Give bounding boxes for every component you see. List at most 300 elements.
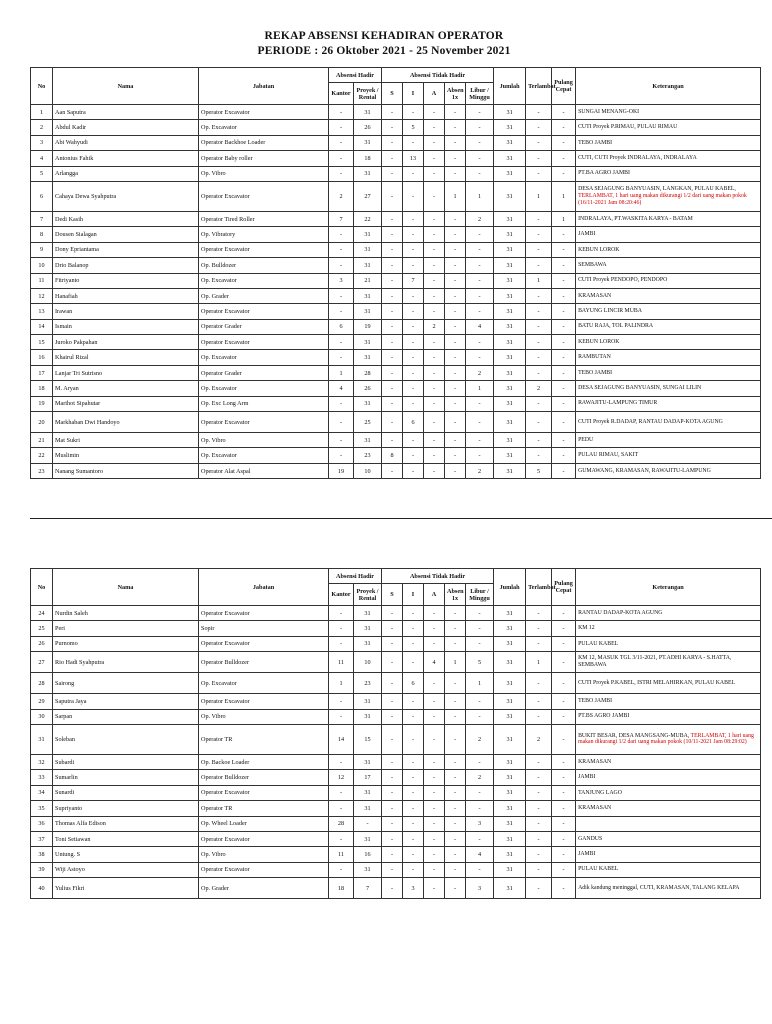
cell-jabatan: Op. Bulldozer <box>199 258 329 273</box>
cell-pulang-cepat: - <box>552 448 576 463</box>
cell-kantor: - <box>329 258 354 273</box>
cell-keterangan <box>576 433 761 448</box>
cell-terlambat: - <box>526 396 552 411</box>
cell-i: - <box>403 785 424 800</box>
cell-s: - <box>382 151 403 166</box>
cell-i: - <box>403 304 424 319</box>
table-row <box>31 135 761 150</box>
cell-jumlah: 31 <box>494 724 526 754</box>
cell-terlambat: - <box>526 365 552 380</box>
cell-s: - <box>382 350 403 365</box>
attendance-table-2 <box>30 568 761 899</box>
header-terlambat: Terlambat <box>526 68 552 105</box>
table-row <box>31 606 761 621</box>
cell-keterangan <box>576 396 761 411</box>
cell-nama: Thomas Alfa Edison <box>53 816 199 831</box>
cell-s: - <box>382 242 403 257</box>
cell-terlambat: 2 <box>526 724 552 754</box>
cell-kantor: - <box>329 166 354 181</box>
cell-kantor: - <box>329 636 354 651</box>
keterangan-text: TEBO JAMBI <box>578 139 613 146</box>
table-row <box>31 801 761 816</box>
cell-kantor: 11 <box>329 847 354 862</box>
cell-s: - <box>382 412 403 433</box>
cell-pulang-cepat: - <box>552 242 576 257</box>
cell-absen-1x: - <box>445 801 466 816</box>
cell-no: 22 <box>31 448 53 463</box>
cell-kantor: 19 <box>329 463 354 478</box>
cell-a: - <box>424 211 445 226</box>
cell-s: - <box>382 433 403 448</box>
cell-i: 5 <box>403 120 424 135</box>
cell-i: - <box>403 621 424 636</box>
cell-s: - <box>382 105 403 120</box>
cell-i: - <box>403 709 424 724</box>
cell-jabatan: Operator Excavator <box>199 304 329 319</box>
cell-absen-1x: - <box>445 412 466 433</box>
header-i: I <box>403 83 424 105</box>
cell-libur-minggu: - <box>466 135 494 150</box>
cell-keterangan <box>576 319 761 334</box>
cell-keterangan <box>576 412 761 433</box>
cell-a: - <box>424 120 445 135</box>
cell-nama: Khairul Rizal <box>53 350 199 365</box>
cell-i: - <box>403 396 424 411</box>
table-row <box>31 433 761 448</box>
cell-jabatan: Op. Excavator <box>199 448 329 463</box>
cell-i: 3 <box>403 878 424 899</box>
header-absensi-tidak-hadir: Absensi Tidak Hadir <box>382 68 494 83</box>
cell-nama: Sairong <box>53 673 199 694</box>
cell-nama: Abdul Kadir <box>53 120 199 135</box>
cell-i: - <box>403 242 424 257</box>
cell-proyek-rental: 22 <box>354 211 382 226</box>
cell-proyek-rental: 31 <box>354 754 382 769</box>
cell-absen-1x: - <box>445 211 466 226</box>
cell-jabatan: Op. Excavator <box>199 273 329 288</box>
cell-nama: Nanang Sumantoro <box>53 463 199 478</box>
cell-libur-minggu: - <box>466 831 494 846</box>
cell-nama: Soleban <box>53 724 199 754</box>
cell-kantor: 4 <box>329 381 354 396</box>
cell-jumlah: 31 <box>494 242 526 257</box>
cell-keterangan <box>576 211 761 226</box>
cell-a: - <box>424 709 445 724</box>
cell-jabatan: Operator Tired Roller <box>199 211 329 226</box>
cell-kantor: 6 <box>329 319 354 334</box>
cell-jabatan: Operator Excavator <box>199 335 329 350</box>
table-row <box>31 463 761 478</box>
cell-i: - <box>403 135 424 150</box>
cell-no: 16 <box>31 350 53 365</box>
cell-pulang-cepat: - <box>552 135 576 150</box>
cell-i: - <box>403 181 424 211</box>
cell-no: 19 <box>31 396 53 411</box>
header-keterangan: Keterangan <box>576 569 761 606</box>
cell-a: - <box>424 433 445 448</box>
cell-no: 3 <box>31 135 53 150</box>
cell-jabatan: Op. Vibro <box>199 433 329 448</box>
cell-a: - <box>424 448 445 463</box>
keterangan-text: KEBUN LOROK <box>578 338 620 345</box>
cell-keterangan <box>576 878 761 899</box>
cell-jumlah: 31 <box>494 770 526 785</box>
header-s: S <box>382 83 403 105</box>
cell-absen-1x: - <box>445 135 466 150</box>
cell-pulang-cepat: - <box>552 724 576 754</box>
cell-jumlah: 31 <box>494 365 526 380</box>
table-row <box>31 105 761 120</box>
keterangan-late-note: TERLAMBAT, 1 hari uang makan dikurangi 1/2 dari uang makan pokok (10/11-2021 Jam 08:29:02) <box>578 732 754 746</box>
keterangan-text: BAYUNG LINCIR MUBA <box>578 308 642 315</box>
cell-proyek-rental: 31 <box>354 709 382 724</box>
cell-nama: Mat Sukri <box>53 433 199 448</box>
cell-absen-1x: - <box>445 694 466 709</box>
cell-kantor: - <box>329 288 354 303</box>
cell-no: 23 <box>31 463 53 478</box>
cell-nama: Dony Epriantama <box>53 242 199 257</box>
cell-a: - <box>424 258 445 273</box>
cell-jumlah: 31 <box>494 211 526 226</box>
cell-jabatan: Operator Backhoe Loader <box>199 135 329 150</box>
cell-terlambat: 1 <box>526 273 552 288</box>
cell-jabatan: Op. Vibro <box>199 166 329 181</box>
cell-proyek-rental: 31 <box>354 105 382 120</box>
report-period: PERIODE : 26 Oktober 2021 - 25 November 2021 <box>257 45 511 57</box>
cell-i: - <box>403 831 424 846</box>
table-row <box>31 785 761 800</box>
cell-terlambat: - <box>526 304 552 319</box>
cell-jumlah: 31 <box>494 120 526 135</box>
cell-i: - <box>403 381 424 396</box>
table-2-body <box>31 606 761 899</box>
cell-proyek-rental: 31 <box>354 785 382 800</box>
cell-jabatan: Operator Excavator <box>199 105 329 120</box>
cell-s: - <box>382 288 403 303</box>
cell-proyek-rental: 31 <box>354 350 382 365</box>
cell-nama: Untung. S <box>53 847 199 862</box>
keterangan-text: SEMBAWA <box>578 261 607 268</box>
keterangan-text: KM 12, MASUK TGL 3/11-2021, PT.ADHI KARYA - S.HATTA, SEMBAWA <box>578 655 732 669</box>
cell-s: - <box>382 621 403 636</box>
cell-keterangan <box>576 120 761 135</box>
cell-absen-1x: 1 <box>445 652 466 673</box>
cell-no: 6 <box>31 181 53 211</box>
table-row <box>31 709 761 724</box>
cell-s: - <box>382 365 403 380</box>
cell-nama: Saputra Jaya <box>53 694 199 709</box>
cell-jumlah: 31 <box>494 350 526 365</box>
cell-jumlah: 31 <box>494 801 526 816</box>
cell-terlambat: - <box>526 673 552 694</box>
cell-a: - <box>424 724 445 754</box>
cell-jabatan: Operator Excavator <box>199 785 329 800</box>
cell-i: - <box>403 365 424 380</box>
cell-a: - <box>424 181 445 211</box>
cell-nama: Nurdin Saleh <box>53 606 199 621</box>
cell-kantor: 12 <box>329 770 354 785</box>
cell-libur-minggu: - <box>466 709 494 724</box>
keterangan-text: RAMBUTAN <box>578 354 611 361</box>
cell-pulang-cepat: - <box>552 847 576 862</box>
cell-absen-1x: - <box>445 724 466 754</box>
keterangan-text: PULAU KABEL <box>578 640 619 647</box>
cell-jumlah: 31 <box>494 151 526 166</box>
cell-i: - <box>403 227 424 242</box>
cell-a: - <box>424 673 445 694</box>
cell-keterangan <box>576 606 761 621</box>
cell-no: 27 <box>31 652 53 673</box>
cell-libur-minggu: - <box>466 350 494 365</box>
header-libur-minggu: Libur / Minggu <box>466 584 494 606</box>
cell-kantor: - <box>329 433 354 448</box>
cell-terlambat: - <box>526 412 552 433</box>
cell-s: - <box>382 724 403 754</box>
cell-nama: M. Aryan <box>53 381 199 396</box>
cell-terlambat: - <box>526 258 552 273</box>
cell-proyek-rental: 18 <box>354 151 382 166</box>
cell-proyek-rental: 31 <box>354 258 382 273</box>
cell-nama: Drio Balanop <box>53 258 199 273</box>
cell-s: - <box>382 847 403 862</box>
header-no: No <box>31 569 53 606</box>
cell-libur-minggu: 2 <box>466 211 494 226</box>
cell-i: - <box>403 724 424 754</box>
cell-libur-minggu: - <box>466 785 494 800</box>
cell-i: - <box>403 350 424 365</box>
cell-jumlah: 31 <box>494 673 526 694</box>
cell-keterangan <box>576 181 761 211</box>
cell-proyek-rental: 31 <box>354 335 382 350</box>
cell-no: 26 <box>31 636 53 651</box>
cell-keterangan <box>576 652 761 673</box>
cell-libur-minggu: - <box>466 273 494 288</box>
cell-no: 15 <box>31 335 53 350</box>
cell-pulang-cepat: - <box>552 304 576 319</box>
cell-nama: Rio Hadi Syahputra <box>53 652 199 673</box>
cell-kantor: - <box>329 151 354 166</box>
cell-kantor: - <box>329 801 354 816</box>
cell-s: 8 <box>382 448 403 463</box>
cell-proyek-rental: 31 <box>354 396 382 411</box>
cell-no: 33 <box>31 770 53 785</box>
cell-pulang-cepat: - <box>552 606 576 621</box>
header-kantor: Kantor <box>329 83 354 105</box>
cell-kantor: - <box>329 396 354 411</box>
cell-no: 11 <box>31 273 53 288</box>
cell-a: - <box>424 304 445 319</box>
cell-s: - <box>382 862 403 877</box>
cell-proyek-rental: 28 <box>354 365 382 380</box>
cell-proyek-rental: 7 <box>354 878 382 899</box>
cell-absen-1x: - <box>445 105 466 120</box>
cell-terlambat: - <box>526 105 552 120</box>
cell-jumlah: 31 <box>494 831 526 846</box>
cell-nama: Dousen Sialagan <box>53 227 199 242</box>
cell-terlambat: - <box>526 785 552 800</box>
cell-kantor: 7 <box>329 211 354 226</box>
cell-s: - <box>382 120 403 135</box>
cell-i: - <box>403 105 424 120</box>
cell-i: - <box>403 606 424 621</box>
header-i: I <box>403 584 424 606</box>
cell-proyek-rental: 31 <box>354 166 382 181</box>
cell-jabatan: Op. Backoe Loader <box>199 754 329 769</box>
table-1-body <box>31 105 761 479</box>
header-absen-1x: Absen 1x <box>445 83 466 105</box>
cell-absen-1x: - <box>445 448 466 463</box>
table-row <box>31 151 761 166</box>
cell-nama: Dedi Kasih <box>53 211 199 226</box>
cell-no: 9 <box>31 242 53 257</box>
cell-pulang-cepat: - <box>552 816 576 831</box>
table-row <box>31 120 761 135</box>
cell-jumlah: 31 <box>494 273 526 288</box>
cell-pulang-cepat: - <box>552 365 576 380</box>
cell-pulang-cepat: - <box>552 151 576 166</box>
cell-pulang-cepat: - <box>552 831 576 846</box>
cell-libur-minggu: - <box>466 335 494 350</box>
cell-terlambat: - <box>526 801 552 816</box>
cell-nama: Sarpan <box>53 709 199 724</box>
cell-absen-1x: - <box>445 242 466 257</box>
cell-kantor: 14 <box>329 724 354 754</box>
cell-nama: Marihot Sipahutar <box>53 396 199 411</box>
cell-jabatan: Op. Excavator <box>199 673 329 694</box>
cell-terlambat: - <box>526 636 552 651</box>
cell-a: - <box>424 636 445 651</box>
cell-a: - <box>424 166 445 181</box>
cell-i: - <box>403 211 424 226</box>
cell-keterangan <box>576 258 761 273</box>
header-a: A <box>424 584 445 606</box>
cell-pulang-cepat: - <box>552 381 576 396</box>
cell-pulang-cepat: - <box>552 621 576 636</box>
cell-jumlah: 31 <box>494 381 526 396</box>
header-jumlah: Jumlah <box>494 68 526 105</box>
keterangan-text: JAMBI <box>578 231 596 238</box>
cell-s: - <box>382 831 403 846</box>
cell-libur-minggu: 5 <box>466 652 494 673</box>
cell-a: - <box>424 273 445 288</box>
cell-a: - <box>424 135 445 150</box>
cell-s: - <box>382 463 403 478</box>
cell-absen-1x: - <box>445 120 466 135</box>
table-row <box>31 754 761 769</box>
cell-i: - <box>403 288 424 303</box>
cell-proyek-rental: 21 <box>354 273 382 288</box>
cell-absen-1x: - <box>445 621 466 636</box>
cell-no: 32 <box>31 754 53 769</box>
cell-jumlah: 31 <box>494 847 526 862</box>
cell-a: - <box>424 151 445 166</box>
table-row <box>31 166 761 181</box>
cell-libur-minggu: - <box>466 105 494 120</box>
cell-no: 7 <box>31 211 53 226</box>
header-kantor: Kantor <box>329 584 354 606</box>
cell-libur-minggu: 1 <box>466 381 494 396</box>
cell-pulang-cepat: - <box>552 412 576 433</box>
cell-pulang-cepat: - <box>552 120 576 135</box>
cell-jabatan: Operator Bulldozer <box>199 652 329 673</box>
cell-proyek-rental: 31 <box>354 831 382 846</box>
cell-no: 2 <box>31 120 53 135</box>
cell-libur-minggu: - <box>466 621 494 636</box>
cell-absen-1x: - <box>445 319 466 334</box>
cell-kantor: - <box>329 120 354 135</box>
keterangan-text: KEBUN LOROK <box>578 246 620 253</box>
cell-jabatan: Sopir <box>199 621 329 636</box>
cell-terlambat: - <box>526 831 552 846</box>
cell-i: - <box>403 636 424 651</box>
cell-a: - <box>424 350 445 365</box>
cell-terlambat: - <box>526 847 552 862</box>
header-pulang-cepat: Pulang Cepat <box>552 68 576 105</box>
cell-terlambat: - <box>526 242 552 257</box>
header-libur-minggu: Libur / Minggu <box>466 83 494 105</box>
cell-i: - <box>403 448 424 463</box>
cell-proyek-rental: 26 <box>354 120 382 135</box>
cell-keterangan <box>576 227 761 242</box>
cell-no: 28 <box>31 673 53 694</box>
report-title: REKAP ABSENSI KEHADIRAN OPERATOR <box>264 30 504 42</box>
cell-proyek-rental: 31 <box>354 433 382 448</box>
cell-kantor: - <box>329 754 354 769</box>
table-row <box>31 448 761 463</box>
cell-no: 4 <box>31 151 53 166</box>
cell-jumlah: 31 <box>494 335 526 350</box>
keterangan-text: INDRALAYA, PT.WASKITA KARYA - BATAM <box>578 215 693 222</box>
cell-kantor: 18 <box>329 878 354 899</box>
cell-absen-1x: - <box>445 381 466 396</box>
cell-kantor: - <box>329 135 354 150</box>
cell-pulang-cepat: 1 <box>552 181 576 211</box>
cell-terlambat: - <box>526 878 552 899</box>
header-absen-1x: Absen 1x <box>445 584 466 606</box>
cell-proyek-rental: 10 <box>354 652 382 673</box>
cell-kantor: - <box>329 448 354 463</box>
cell-nama: Ismain <box>53 319 199 334</box>
cell-pulang-cepat: - <box>552 636 576 651</box>
cell-terlambat: - <box>526 166 552 181</box>
keterangan-text: RANTAU DADAP-KOTA AGUNG <box>578 609 663 616</box>
keterangan-text: JAMBI <box>578 851 596 858</box>
cell-keterangan <box>576 785 761 800</box>
table-row <box>31 878 761 899</box>
cell-no: 31 <box>31 724 53 754</box>
cell-absen-1x: - <box>445 862 466 877</box>
cell-keterangan <box>576 724 761 754</box>
keterangan-text: CUTI Proyek P.RIMAU, PULAU RIMAU <box>578 124 678 131</box>
cell-kantor: 2 <box>329 181 354 211</box>
cell-a: - <box>424 785 445 800</box>
cell-a: - <box>424 227 445 242</box>
cell-keterangan <box>576 770 761 785</box>
cell-i: - <box>403 166 424 181</box>
cell-jumlah: 31 <box>494 636 526 651</box>
cell-absen-1x: - <box>445 433 466 448</box>
cell-proyek-rental: 16 <box>354 847 382 862</box>
cell-nama: Hanafiah <box>53 288 199 303</box>
cell-no: 34 <box>31 785 53 800</box>
table-row <box>31 396 761 411</box>
header-terlambat: Terlambat <box>526 569 552 606</box>
cell-nama: Subardi <box>53 754 199 769</box>
cell-s: - <box>382 709 403 724</box>
cell-libur-minggu: - <box>466 151 494 166</box>
cell-proyek-rental: 10 <box>354 463 382 478</box>
cell-proyek-rental: 19 <box>354 319 382 334</box>
